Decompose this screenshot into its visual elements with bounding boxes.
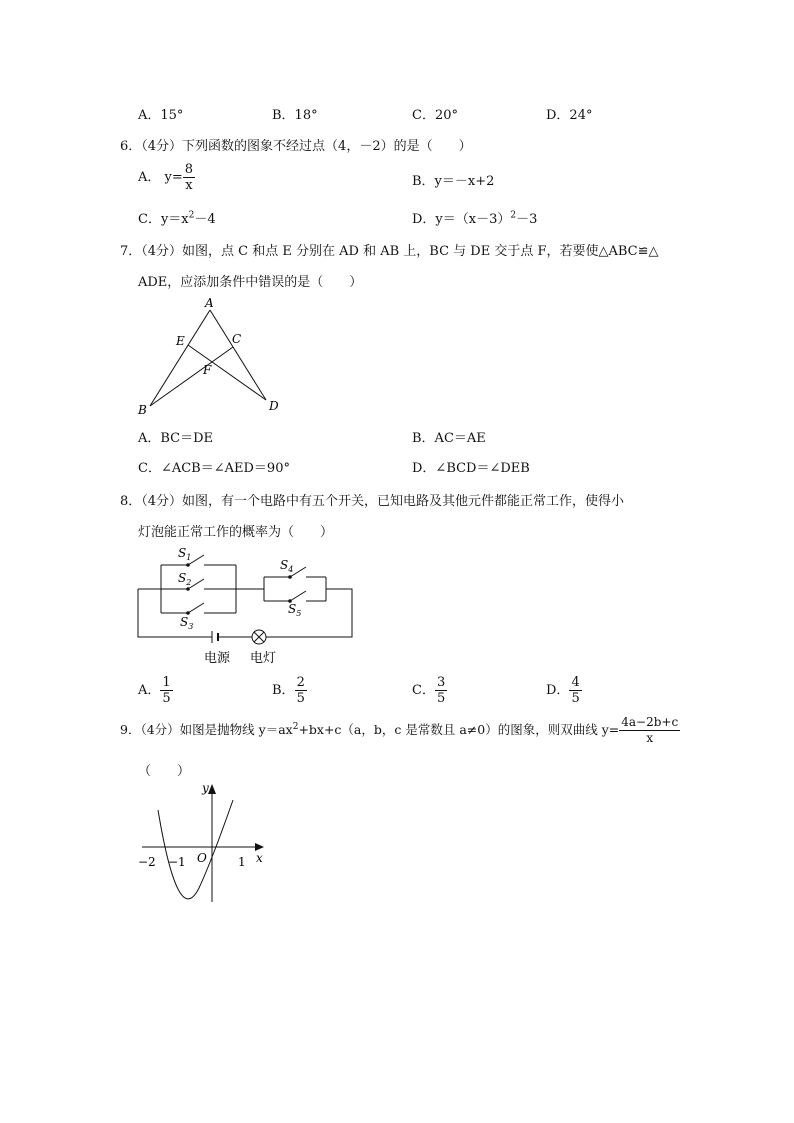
line-ad	[210, 310, 266, 400]
q6-option-a	[138, 162, 195, 193]
q8-line1: 8．（4分）如图，有一个电路中有五个开关，已知电路及其他元件都能正常工作，使得小	[120, 494, 625, 509]
q7-line2: ADE，应添加条件中错误的是（ ）	[138, 275, 363, 290]
q9-hyperbola-fraction	[619, 715, 680, 746]
q8-option-a	[138, 675, 173, 706]
label-d: D	[269, 399, 279, 413]
q5-option-b: B．18°	[272, 108, 318, 123]
x-axis-arrow-icon	[255, 843, 264, 851]
q6-a-lhs: y=	[164, 170, 183, 185]
q8-option-b	[272, 675, 307, 706]
switch-label-5: $S_5$	[288, 602, 302, 618]
q8-d-num: 4	[571, 675, 580, 690]
q6-stem: 6．（4分）下列函数的图象不经过点（4，－2）的是（ ）	[120, 139, 472, 154]
q6-c-exp: 2	[188, 210, 195, 221]
label-b: B	[138, 403, 147, 417]
q7-triangle-figure	[130, 292, 290, 420]
q9-hyp-num: 4a−2b+c	[621, 715, 679, 729]
q5-option-a: A．15°	[138, 108, 184, 123]
q9-hyp-den: x	[646, 731, 654, 745]
tick-minus-2: −2	[138, 855, 156, 869]
power-label: 电源	[204, 651, 231, 666]
q7-option-b: B．AC＝AE	[412, 431, 486, 446]
q9-stem-b: +bx+c（a，b，c 是常数且 a≠0）的图象，则双曲线 y=	[298, 722, 620, 737]
q8-circuit-figure	[130, 543, 370, 668]
x-label: x	[256, 851, 263, 865]
q6-d-exp: 2	[510, 210, 517, 221]
q8-c-num: 3	[436, 675, 446, 690]
q6-a-num: 8	[184, 162, 194, 177]
q8-c-fraction	[435, 675, 447, 706]
q6-d-tail: －3	[516, 212, 538, 227]
q6-c-prefix: C．y＝x	[138, 212, 189, 227]
tick-minus-1: −1	[168, 855, 186, 869]
q8-b-num: 2	[296, 675, 305, 690]
label-e: E	[176, 334, 185, 348]
y-axis-arrow-icon	[208, 784, 216, 794]
q5-option-c: C．20°	[412, 108, 458, 123]
q8-b-fraction	[295, 675, 307, 706]
q6-d-main: D．y＝（x－3）	[412, 212, 511, 227]
line-bc	[150, 347, 233, 406]
q5-option-d: D．24°	[546, 108, 593, 123]
line-ab	[150, 310, 210, 406]
origin-label: O	[197, 851, 207, 865]
q8-option-c	[412, 675, 447, 706]
q8-b-den: 5	[296, 691, 305, 706]
q7-option-a: A．BC＝DE	[138, 431, 214, 446]
q9-stem-exp: 2	[292, 721, 299, 732]
q6-option-d	[412, 208, 537, 227]
switch-label-4: $S_4$	[280, 558, 294, 574]
q6-a-fraction	[183, 162, 195, 193]
q8-d-prefix: D．	[546, 683, 570, 698]
switch-label-2: $S_2$	[178, 571, 192, 587]
label-f: F	[203, 363, 212, 377]
switch-label-3: $S_3$	[180, 615, 194, 631]
q9-parabola-figure	[130, 780, 280, 910]
q6-c-tail: －4	[194, 212, 216, 227]
q6-a-den: x	[185, 178, 193, 193]
q9-stem	[120, 715, 680, 746]
q8-c-prefix: C．	[412, 683, 435, 698]
q9-paren: （ ）	[138, 764, 191, 779]
q8-b-prefix: B．	[272, 683, 295, 698]
q7-option-d: D．∠BCD＝∠DEB	[412, 461, 530, 476]
q8-a-num: 1	[162, 675, 171, 690]
q8-a-prefix: A．	[138, 683, 161, 698]
tick-plus-1: 1	[238, 855, 246, 869]
y-label: y	[202, 781, 209, 795]
q8-a-fraction	[160, 675, 172, 706]
line-ed	[188, 345, 266, 400]
wire-right	[266, 589, 352, 637]
q7-line1: 7．（4分）如图，点 C 和点 E 分别在 AD 和 AB 上，BC 与 DE 交于点 F，若要使△ABC≌△	[120, 244, 659, 259]
q8-line2: 灯泡能正常工作的概率为（ ）	[138, 525, 334, 540]
q9-stem-a: 9．（4分）如图是抛物线 y＝ax	[120, 722, 293, 737]
q8-option-d	[546, 675, 582, 706]
q8-d-den: 5	[571, 691, 580, 706]
switch-label-1: $S_1$	[178, 546, 192, 562]
q7-option-c: C．∠ACB＝∠AED＝90°	[138, 461, 290, 476]
q8-d-fraction	[569, 675, 581, 706]
q8-c-den: 5	[436, 691, 446, 706]
q6-option-c	[138, 208, 216, 227]
q6-option-b: B．y＝－x+2	[412, 174, 495, 189]
lamp-label: 电灯	[250, 651, 277, 666]
q8-a-den: 5	[162, 691, 171, 706]
parabola-curve	[158, 800, 233, 899]
label-c: C	[232, 332, 242, 346]
q6-a-prefix: A．	[138, 170, 161, 185]
label-a: A	[205, 296, 214, 310]
